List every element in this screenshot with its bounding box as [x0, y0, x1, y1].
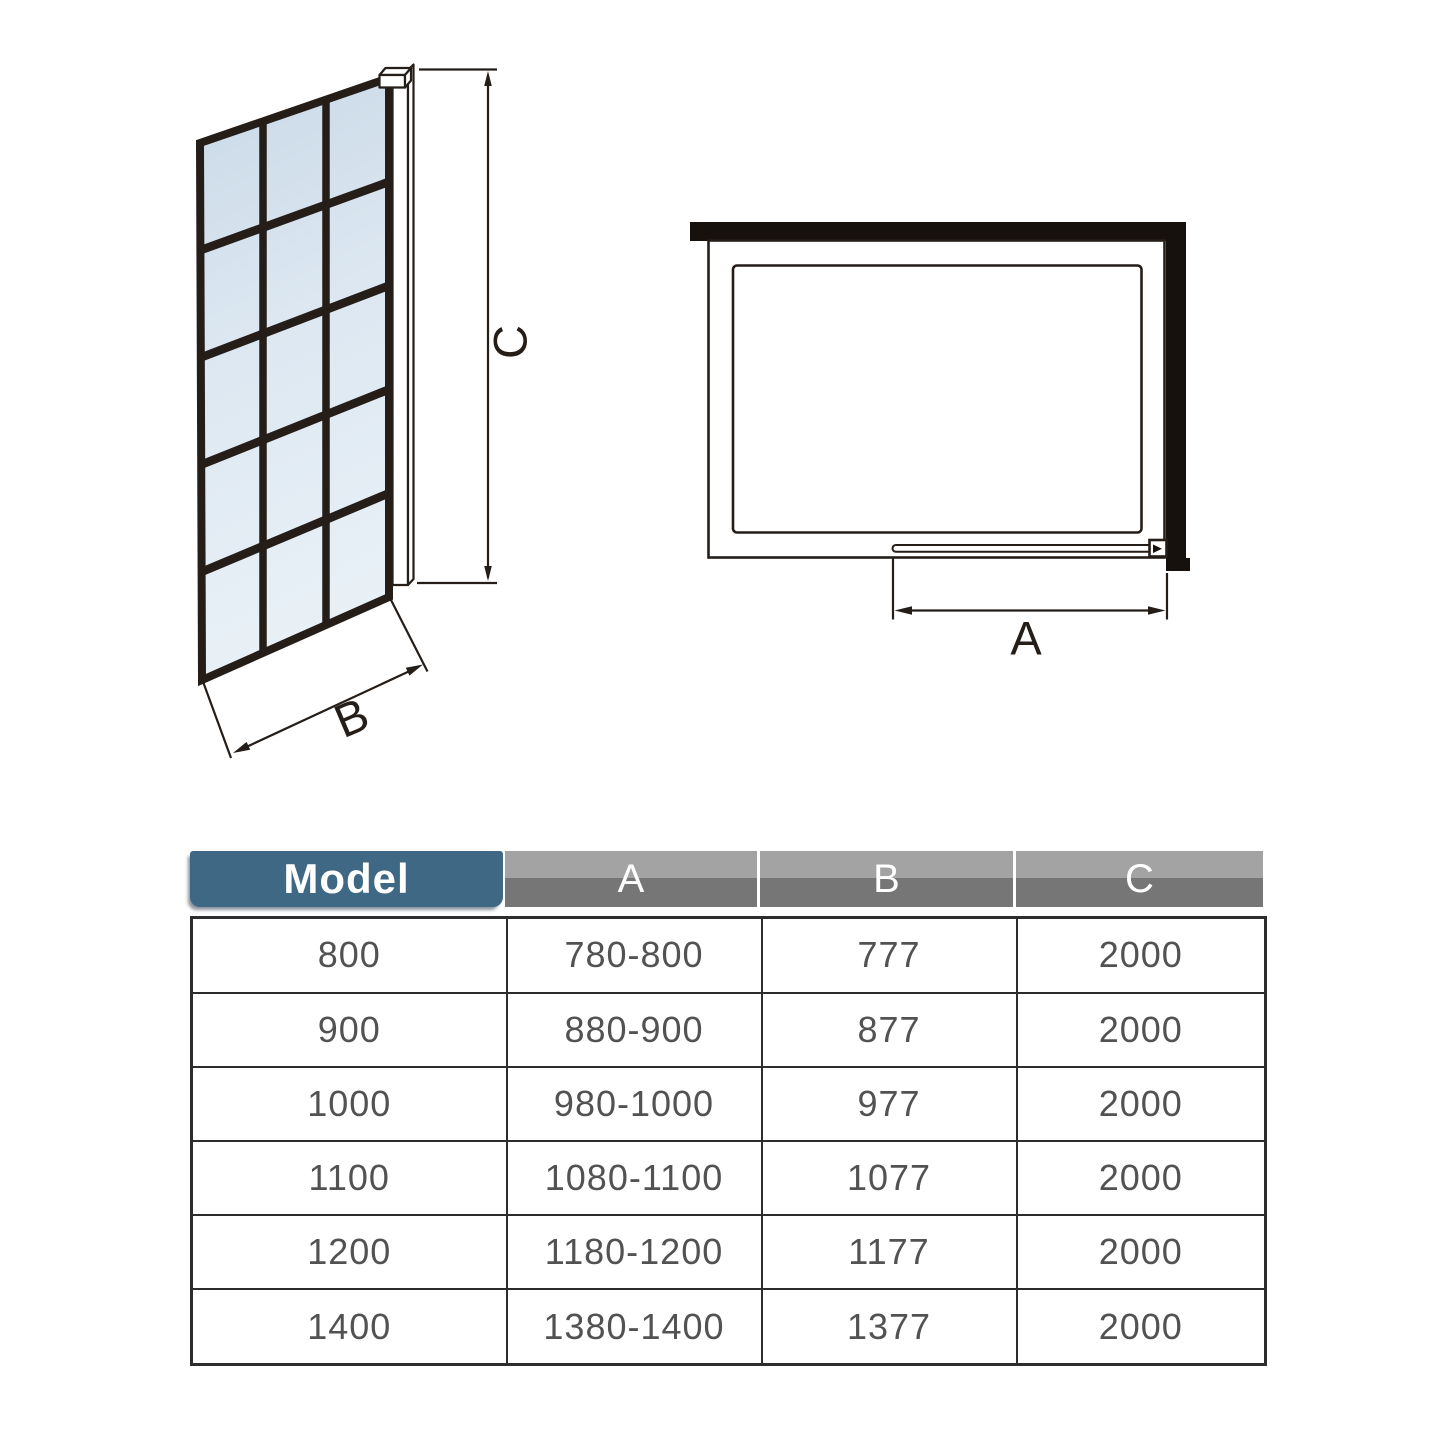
tray-inner	[733, 266, 1142, 533]
cell-model: 1400	[192, 1289, 507, 1364]
cell-b: 1377	[762, 1289, 1017, 1364]
wall-right	[1166, 222, 1186, 558]
glass-screen-plan	[893, 545, 1156, 552]
cell-c: 2000	[1017, 1067, 1266, 1141]
profile-top-cap	[380, 68, 412, 88]
plan-view-diagram	[690, 222, 1190, 664]
table-row	[192, 993, 1266, 1067]
wall-bracket	[1150, 540, 1167, 557]
table-row	[192, 918, 1266, 993]
table-header-dimensions	[505, 851, 1263, 907]
cell-b: 877	[762, 993, 1017, 1067]
cell-model: 1100	[192, 1141, 507, 1215]
glass-panel	[200, 78, 389, 680]
tray-outer	[709, 241, 1165, 558]
table-row	[192, 1141, 1266, 1215]
table-row	[192, 1289, 1266, 1364]
cell-model: 900	[192, 993, 507, 1067]
dimension-a-label: A	[1010, 611, 1042, 665]
cell-a: 1180-1200	[507, 1215, 762, 1289]
cell-a: 1080-1100	[507, 1141, 762, 1215]
cell-c: 2000	[1017, 1289, 1266, 1364]
cell-b: 977	[762, 1067, 1017, 1141]
wall-profile	[393, 65, 414, 586]
wall-right-foot	[1166, 558, 1190, 571]
cell-b: 1077	[762, 1141, 1017, 1215]
dimension-b-label: B	[326, 686, 377, 748]
cell-a: 780-800	[507, 918, 762, 993]
table-row	[192, 1067, 1266, 1141]
size-table	[190, 916, 1267, 1366]
table-header-model-label: Model	[283, 855, 410, 902]
cell-a: 880-900	[507, 993, 762, 1067]
table-row	[192, 1215, 1266, 1289]
cell-c: 2000	[1017, 918, 1266, 993]
cell-c: 2000	[1017, 1141, 1266, 1215]
glass-panel-diagram	[200, 65, 536, 759]
table-header-b: B	[760, 851, 1013, 907]
cell-model: 800	[192, 918, 507, 993]
cell-model: 1200	[192, 1215, 507, 1289]
cell-a: 1380-1400	[507, 1289, 762, 1364]
table-header-c: C	[1016, 851, 1263, 907]
cell-c: 2000	[1017, 993, 1266, 1067]
cell-a: 980-1000	[507, 1067, 762, 1141]
cell-b: 777	[762, 918, 1017, 993]
wall-top	[690, 222, 1186, 241]
table-header-a: A	[505, 851, 757, 907]
dimension-a	[893, 557, 1167, 620]
cell-model: 1000	[192, 1067, 507, 1141]
cell-c: 2000	[1017, 1215, 1266, 1289]
table-header-model	[190, 851, 503, 907]
dimension-c-label: C	[483, 325, 537, 359]
cell-b: 1177	[762, 1215, 1017, 1289]
